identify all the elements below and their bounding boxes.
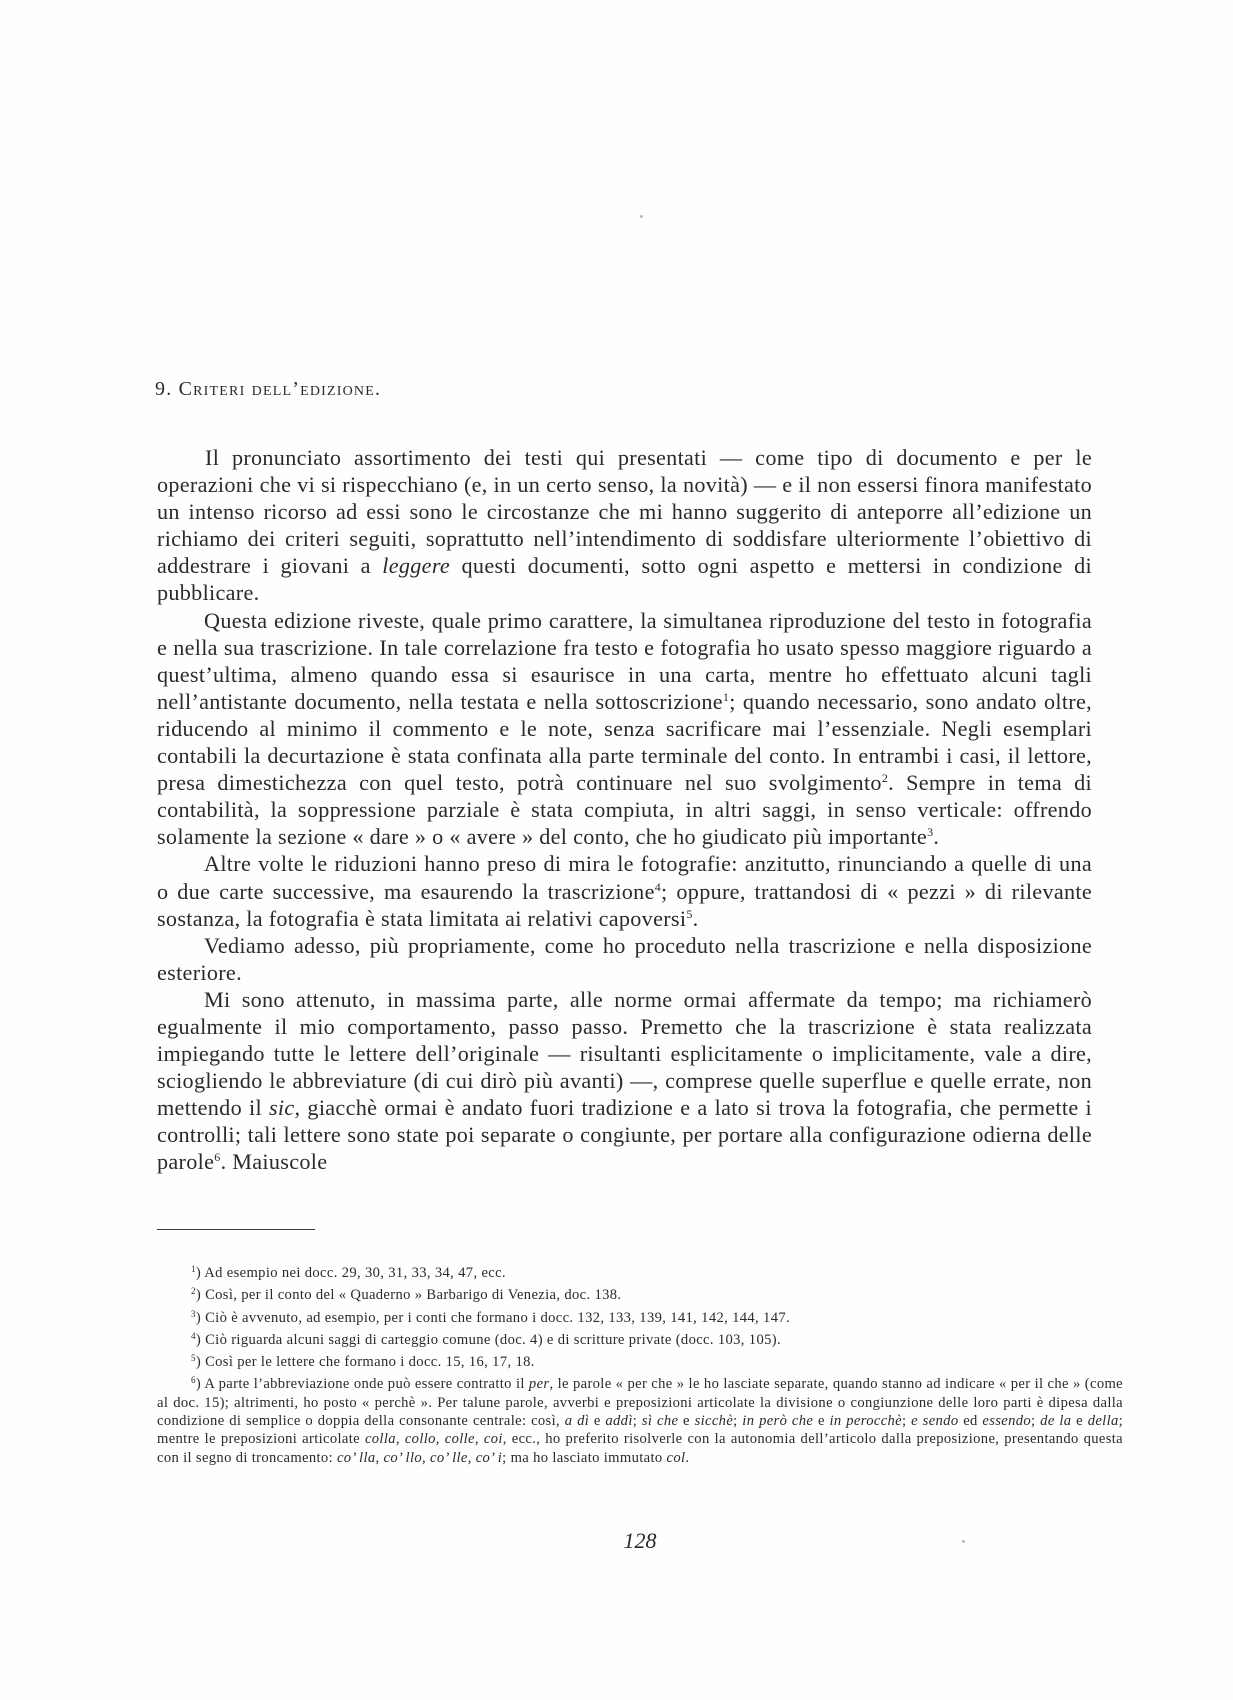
italic-term: in perocchè — [829, 1413, 903, 1430]
footnote-number: 6 — [191, 1375, 196, 1386]
section-heading: 9. Criteri dell’edizione. — [155, 378, 382, 400]
italic-term: leggere — [382, 553, 451, 579]
footnote-6: $^6$) A parte l’abbreviazione onde può essere contratto il per, le parole « per che » le ho lasciate separate, quando stanno ad indicare « per il che » (come al doc. 15); altrimenti, ho posto « perchè ». Per talune parole, avverbi e preposizioni articolate la divisione o congiunzione delle loro parti è dipesa dalla condizione di semplice o doppia della consonante centrale: così, a dì e addì; sì che e sicchè; in però che e in perocchè; e sendo ed essendo; de la e della; mentre le preposizioni articolate colla, collo, colle, coi, ecc., ho preferito risolverle con la autonomia dell’articolo dalla preposizione, presentando questa con il segno di troncamento: co’ lla, co’ llo, co’ lle, co’ i; ma ho lasciato immutato col. — [157, 1375, 1124, 1466]
footnote-2: $^2$) Così, per il conto del « Quaderno » Barbarigo di Venezia, doc. 138. — [191, 1286, 622, 1304]
page-number: 128 — [623, 1528, 657, 1553]
footnote-number: 3 — [191, 1308, 196, 1319]
italic-term: a dì — [564, 1413, 590, 1430]
footnote-number: 5 — [191, 1353, 196, 1364]
italic-term: addì — [605, 1413, 633, 1430]
italic-term: col — [666, 1449, 686, 1466]
footnote-number: 4 — [191, 1330, 196, 1341]
paragraph: Questa edizione riveste, quale primo carattere, la simultanea riproduzione del testo in fotografia e nella sua trascrizione. In tale correlazione fra testo e fotografia ho usato spesso maggiore riguardo a quest’ultima, almeno quando essa si esaurisce in una carta, mentre ho effettuato alcuni tagli nell’antistante documento, nella testata e nella sottoscrizione$^1$; quando necessario, sono andato oltre, riducendo al minimo il commento e le note, senza sacrificare mai l’essenziale. Negli esemplari contabili la decurtazione è stata confinata alla parte terminale del conto. In entrambi i casi, il lettore, presa dimestichezza con quel testo, potrà continuare nel suo svolgimento$^2$. Sempre in tema di contabilità, la soppressione parziale è stata compiuta, in altri saggi, in senso verticale: offrendo solamente la sezione « dare » o « avere » del conto, che ho giudicato più importante$^3$. — [157, 607, 1092, 850]
paper-speck — [640, 215, 643, 218]
italic-term: de la — [1040, 1413, 1072, 1430]
italic-term: colla, collo, colle, coi — [364, 1431, 503, 1448]
italic-term: sì che — [641, 1413, 679, 1430]
footnotes — [157, 1260, 1123, 1467]
footnote-separator — [157, 1229, 315, 1230]
paper-speck — [962, 1540, 965, 1543]
italic-term: e sendo — [911, 1413, 959, 1430]
footnote-number: 2 — [191, 1286, 196, 1297]
footnote-reference[interactable]: 4 — [654, 879, 662, 894]
italic-term: sicchè — [694, 1413, 734, 1430]
paragraph: Vediamo adesso, più propriamente, come ho proceduto nella trascrizione e nella disposizione esteriore. — [157, 932, 1092, 985]
footnote-number: 1 — [191, 1264, 196, 1274]
italic-term: della — [1087, 1413, 1119, 1430]
footnote-reference[interactable]: 5 — [686, 906, 693, 921]
footnote-5: $^5$) Così per le lettere che formano i docc. 15, 16, 17, 18. — [191, 1353, 535, 1371]
italic-term: essendo — [982, 1413, 1032, 1430]
footnote-4: $^4$) Ciò riguarda alcuni saggi di carteggio comune (doc. 4) e di scritture private (docc. 103, 105). — [191, 1330, 781, 1348]
italic-term: per — [528, 1376, 550, 1393]
paragraph: Mi sono attenuto, in massima parte, alle norme ormai affermate da tempo; ma richiamerò egualmente il mio comportamento, passo passo. Premetto che la trascrizione è stata realizzata impiegando tutte le lettere dell’originale — risultanti esplicitamente o implicitamente, vale a dire, sciogliendo le abbreviature (di cui dirò più avanti) —, comprese quelle superflue e quelle errate, non mettendo il sic, giacchè ormai è andato fuori tradizione e a lato si trova la fotografia, che permette i controlli; tali lettere sono state poi separate o congiunte, per portare alla configurazione odierna delle parole$^6$. Maiuscole — [157, 986, 1092, 1175]
footnote-reference[interactable]: 3 — [927, 825, 934, 840]
italic-term: co’ lla, co’ llo, co’ lle, co’ i — [336, 1449, 503, 1466]
italic-term: sic — [268, 1095, 295, 1121]
italic-term: in però che — [742, 1413, 814, 1430]
body-text — [157, 444, 1092, 1176]
paragraph: Il pronunciato assortimento dei testi qui presentati — come tipo di documento e per le operazioni che vi si rispecchiano (e, in un certo senso, la novità) — e il non essersi finora manifestato un intenso ricorso ad essi sono le circostanze che mi hanno suggerito di anteporre all’edizione un richiamo dei criteri seguiti, soprattutto nell’intendimento di soddisfare ulteriormente l’obiettivo di addestrare i giovani a leggere questi documenti, sotto ogni aspetto e mettersi in condizione di pubblicare. — [157, 445, 1092, 606]
footnote-1: $^1$) Ad esempio nei docc. 29, 30, 31, 33, 34, 47, ecc. — [191, 1264, 506, 1281]
footnote-3: $^3$) Ciò è avvenuto, ad esempio, per i conti che formano i docc. 132, 133, 139, 141, 142, 144, 147. — [191, 1308, 790, 1326]
paragraph: Altre volte le riduzioni hanno preso di mira le fotografie: anzitutto, rinunciando a quelle di una o due carte successive, ma esaurendo la trascrizione$^4$; oppure, trattandosi di « pezzi » di rilevante sostanza, la fotografia è stata limitata ai relativi capoversi$^5$. — [157, 851, 1092, 931]
footnote-reference[interactable]: 2 — [881, 771, 889, 786]
footnote-reference[interactable]: 6 — [214, 1150, 221, 1165]
footnote-reference[interactable]: 1 — [722, 689, 730, 704]
